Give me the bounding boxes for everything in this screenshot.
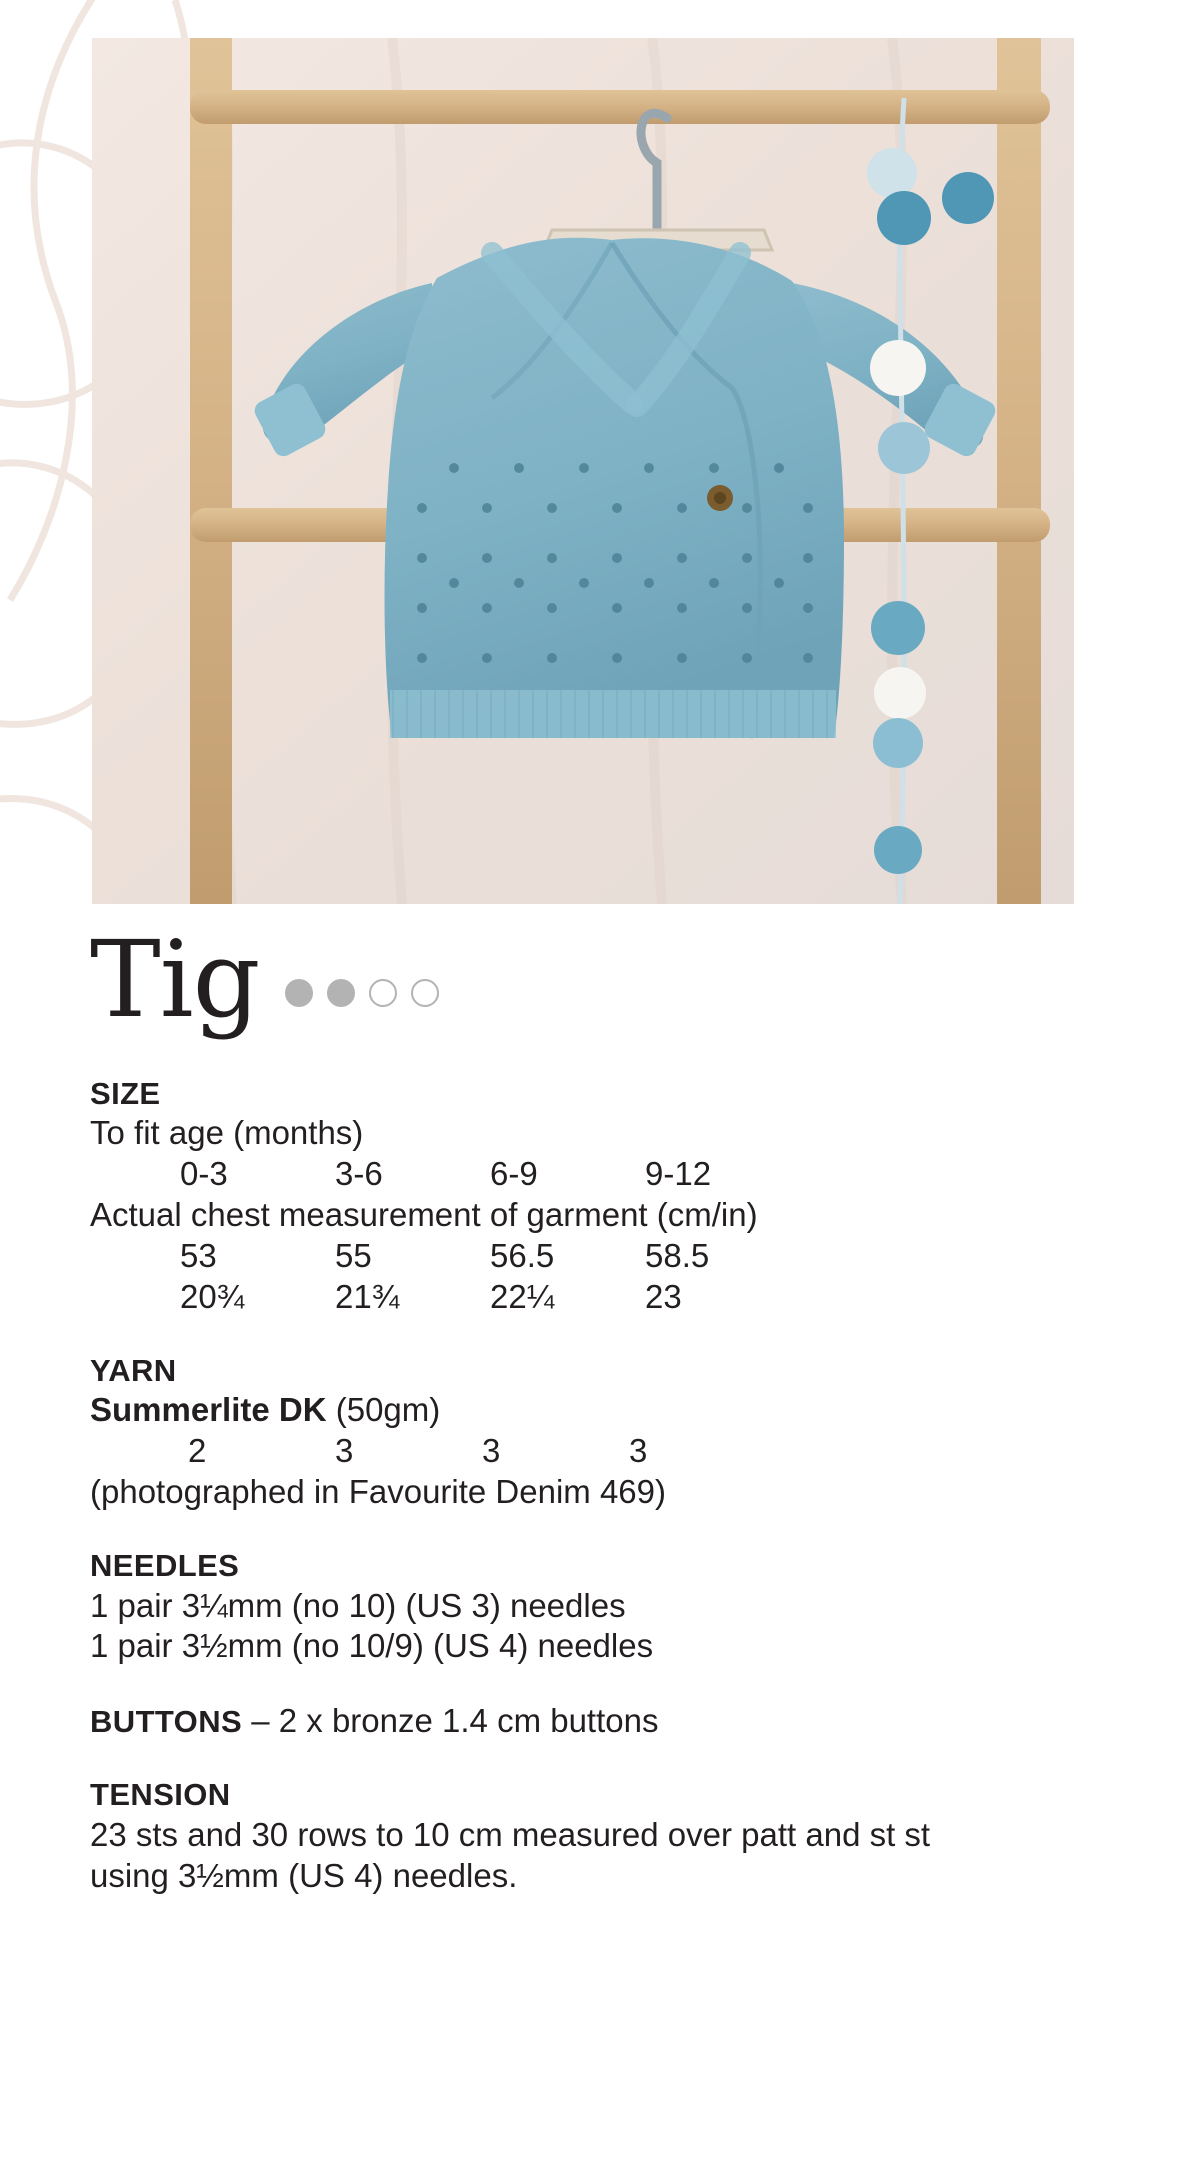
size-age-1: 3-6 [335,1155,383,1193]
spacer-1 [90,1318,1090,1352]
size-age-row [90,1154,1090,1195]
size-chest-cm-row [90,1236,1090,1277]
pattern-details [90,1075,1090,1897]
size-chest-in-row [90,1277,1090,1318]
pattern-title-row [90,918,453,1041]
size-age-0: 0-3 [180,1155,228,1193]
tension-line-1: 23 sts and 30 rows to 10 cm measured over patt and st st [90,1815,931,1853]
spacer-4 [90,1742,1090,1776]
chest-in-3: 23 [645,1278,682,1316]
spacer-2 [90,1513,1090,1547]
yarn-qty-2: 3 [482,1432,501,1470]
difficulty-dot-filled-1 [285,979,313,1007]
chest-cm-2: 56.5 [490,1237,555,1275]
yarn-quantity-row [90,1431,1090,1472]
yarn-heading: YARN [90,1352,177,1388]
difficulty-dot-empty-1 [369,979,397,1007]
needles-heading: NEEDLES [90,1548,240,1584]
yarn-qty-0: 2 [188,1432,207,1470]
page-title: Tig [90,918,260,1041]
size-age-3: 9-12 [645,1155,712,1193]
size-fit-label: To fit age (months) [90,1114,364,1152]
chest-in-2: 22¼ [490,1278,555,1316]
difficulty-dot-filled-2 [327,979,355,1007]
difficulty-dot-empty-2 [411,979,439,1007]
tension-line-2: using 3½mm (US 4) needles. [90,1856,518,1894]
needles-line-2: 1 pair 3½mm (no 10/9) (US 4) needles [90,1627,654,1665]
chest-cm-0: 53 [180,1237,217,1275]
chest-cm-1: 55 [335,1237,372,1275]
needles-line-1: 1 pair 3¼mm (no 10) (US 3) needles [90,1586,626,1624]
yarn-ball-size: (50gm) [335,1391,441,1429]
buttons-row [90,1701,1090,1742]
buttons-heading: BUTTONS [90,1704,243,1740]
size-chest-label: Actual chest measurement of garment (cm/in) [90,1196,758,1234]
difficulty-rating [285,979,453,1007]
yarn-qty-1: 3 [335,1432,354,1470]
yarn-name: Summerlite DK [90,1391,327,1429]
tension-heading: TENSION [90,1777,231,1813]
spacer-3 [90,1667,1090,1701]
chest-in-0: 20¾ [180,1278,245,1316]
chest-in-1: 21¾ [335,1278,400,1316]
yarn-qty-3: 3 [629,1432,648,1470]
buttons-text: – 2 x bronze 1.4 cm buttons [242,1702,659,1740]
yarn-note: (photographed in Favourite Denim 469) [90,1473,667,1511]
size-age-2: 6-9 [490,1155,538,1193]
size-heading: SIZE [90,1076,161,1111]
chest-cm-3: 58.5 [645,1237,710,1275]
yarn-name-row [90,1390,1090,1431]
pattern-photo [92,38,1074,904]
